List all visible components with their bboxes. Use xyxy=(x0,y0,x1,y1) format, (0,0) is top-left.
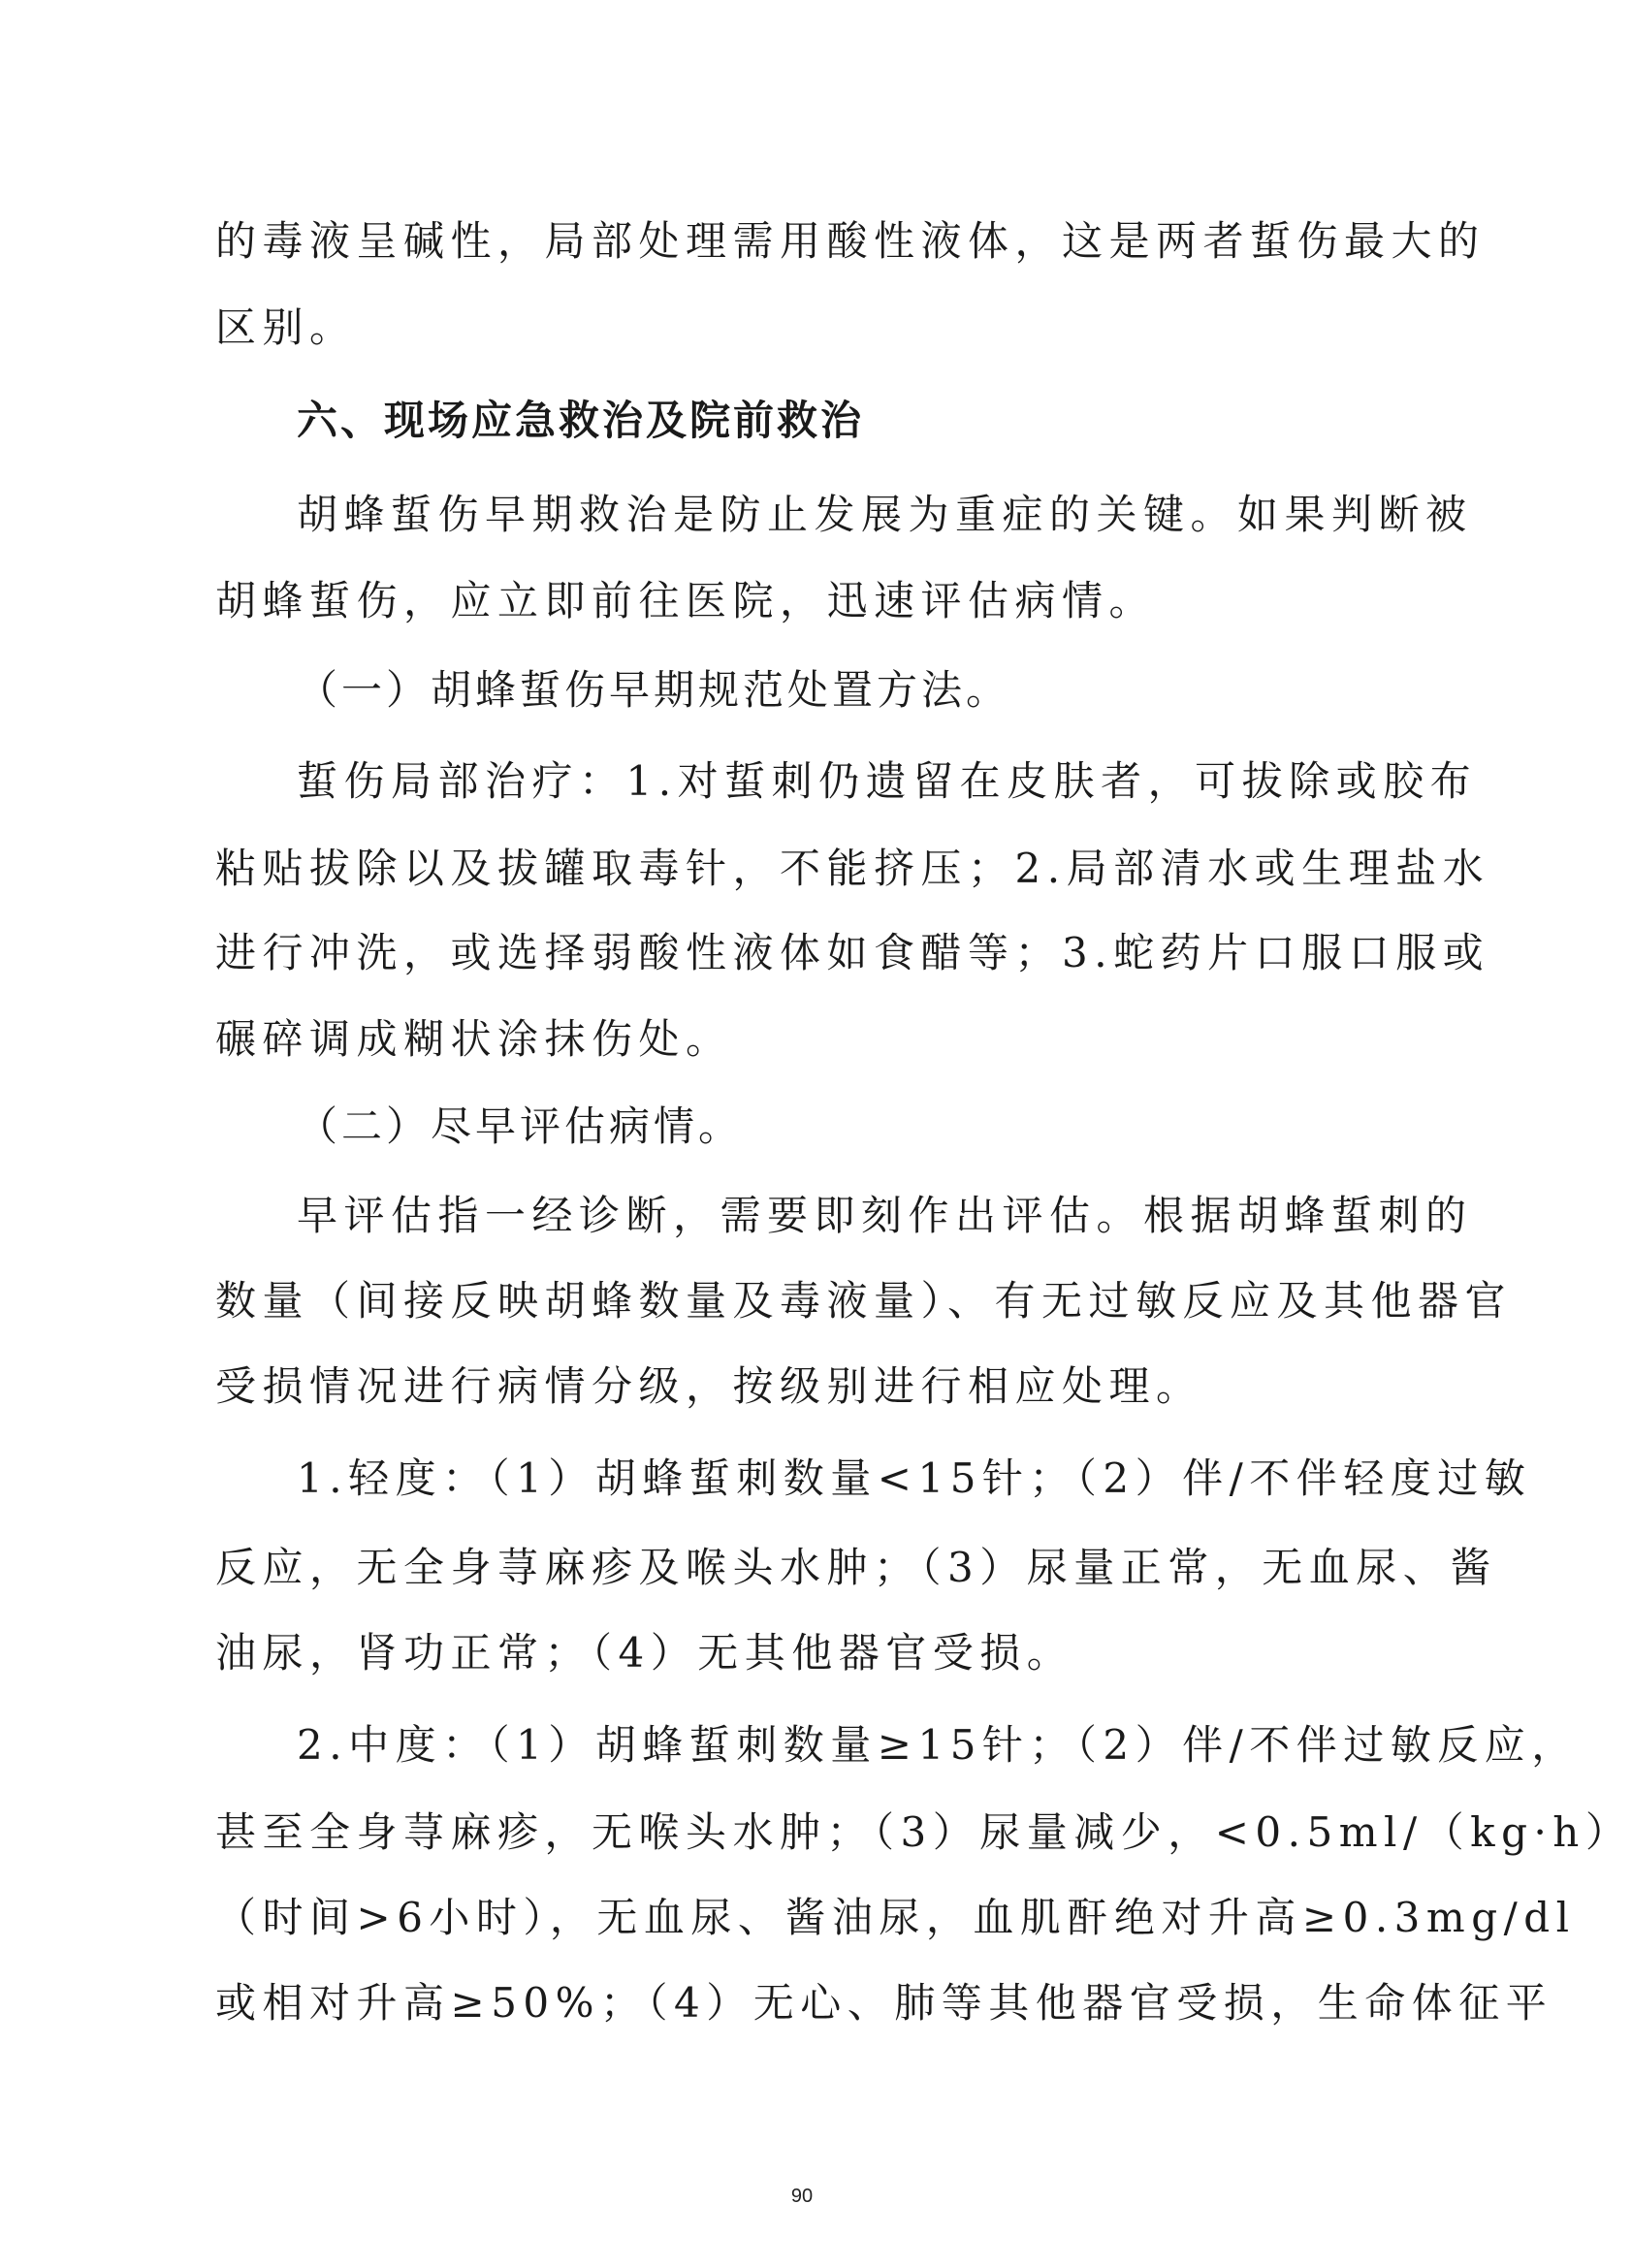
text-line: 区别。 xyxy=(215,303,357,351)
subsection-heading: （一）胡蜂蜇伤早期规范处置方法。 xyxy=(297,666,1011,714)
text-line: 油尿，肾功正常；（4）无其他器官受损。 xyxy=(215,1629,1074,1677)
text-line: 1.轻度：（1）胡蜂蜇刺数量<15针；（2）伴/不伴轻度过敏 xyxy=(297,1454,1532,1502)
text-line: 数量（间接反映胡蜂数量及毒液量）、有无过敏反应及其他器官 xyxy=(215,1277,1513,1325)
subsection-heading: （二）尽早评估病情。 xyxy=(297,1102,744,1150)
text-line: 胡蜂蜇伤早期救治是防止发展为重症的关键。如果判断被 xyxy=(297,491,1473,538)
text-line: 进行冲洗，或选择弱酸性液体如食醋等；3.蛇药片口服口服或 xyxy=(215,929,1490,976)
text-line: 受损情况进行病情分级，按级别进行相应处理。 xyxy=(215,1362,1203,1410)
text-line: 反应，无全身荨麻疹及喉头水肿；（3）尿量正常，无血尿、酱 xyxy=(215,1544,1497,1591)
text-line: 蜇伤局部治疗：1.对蜇刺仍遗留在皮肤者，可拔除或胶布 xyxy=(297,757,1478,805)
text-line: 粘贴拔除以及拔罐取毒针，不能挤压；2.局部清水或生理盐水 xyxy=(215,845,1490,892)
section-heading: 六、现场应急救治及院前救治 xyxy=(297,397,865,444)
text-line: 早评估指一经诊断，需要即刻作出评估。根据胡蜂蜇刺的 xyxy=(297,1192,1473,1239)
text-line: 碾碎调成糊状涂抹伤处。 xyxy=(215,1015,733,1063)
page-number: 90 xyxy=(790,2186,814,2207)
text-line: 甚至全身荨麻疹，无喉头水肿；（3）尿量减少，<0.5ml/（kg·h） xyxy=(215,1808,1632,1856)
text-line: （时间>6小时），无血尿、酱油尿，血肌酐绝对升高≥0.3mg/dl xyxy=(215,1894,1576,1941)
text-line: 2.中度：（1）胡蜂蜇刺数量≥15针；（2）伴/不伴过敏反应， xyxy=(297,1721,1579,1769)
text-line: 或相对升高≥50%；（4）无心、肺等其他器官受损，生命体征平 xyxy=(215,1979,1553,2027)
text-line: 胡蜂蜇伤，应立即前往医院，迅速评估病情。 xyxy=(215,577,1157,624)
text-line: 的毒液呈碱性，局部处理需用酸性液体，这是两者蜇伤最大的 xyxy=(215,217,1486,265)
